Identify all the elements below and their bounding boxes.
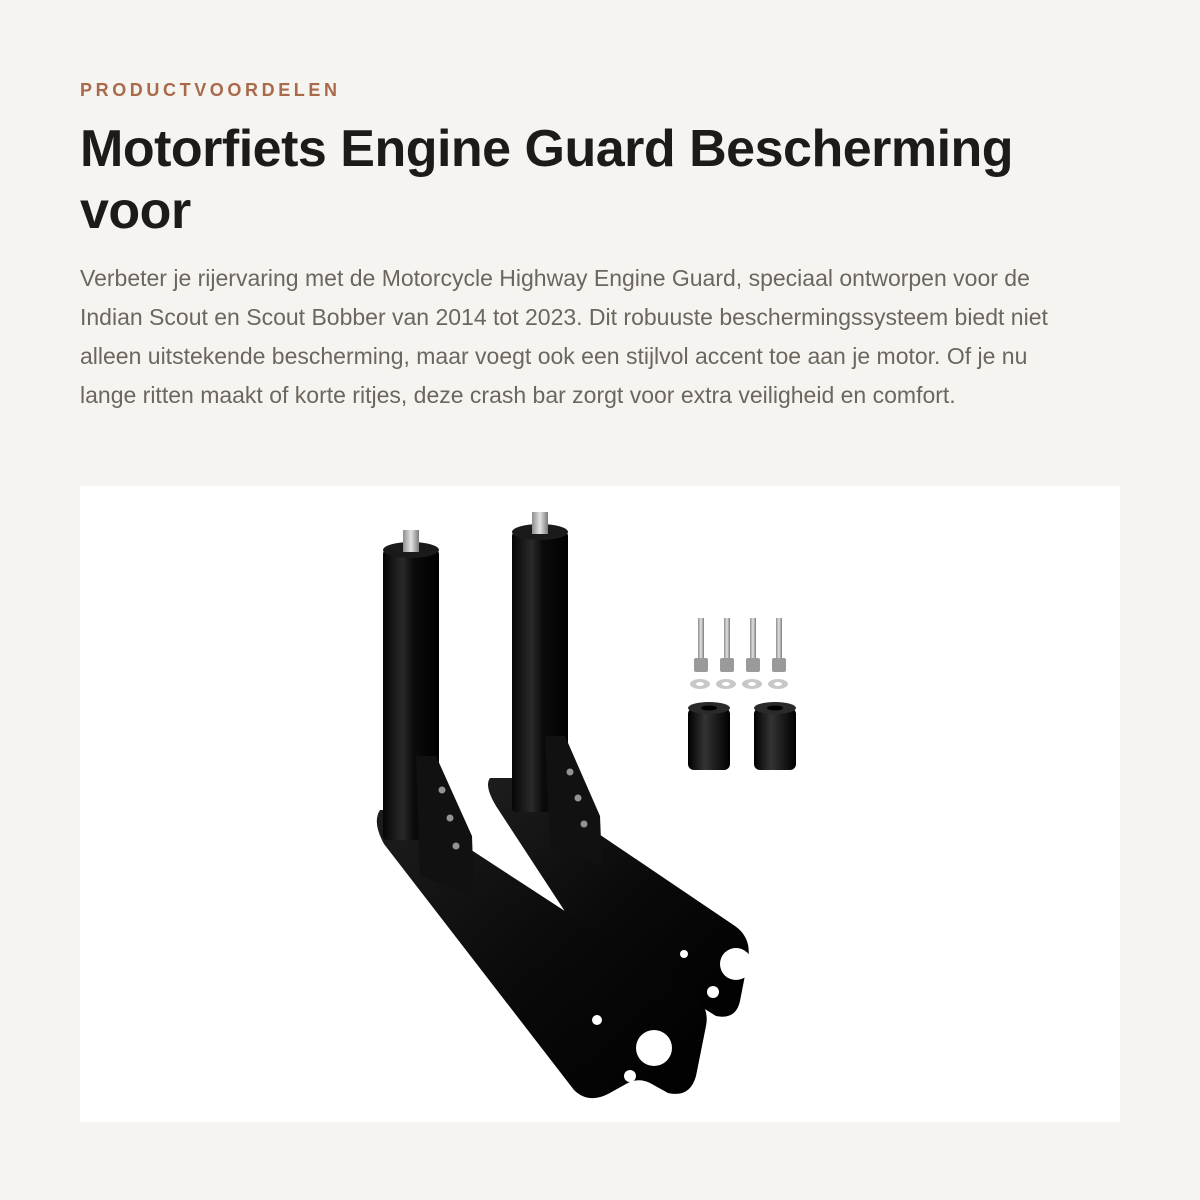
hardware-washers <box>690 679 788 689</box>
hardware-bolts <box>694 618 786 672</box>
hardware-spacers <box>688 702 796 770</box>
product-image-illustration <box>80 486 1120 1122</box>
section-eyebrow: PRODUCTVOORDELEN <box>80 80 341 100</box>
section-description: Verbeter je rijervaring met de Motorcycle Highway Engine Guard, speciaal ontworpen voor de Indian Scout en Scout Bobber van 2014 tot 2023. Dit robuuste beschermingssysteem biedt niet alleen uitstekende bescherming, maar voegt ook een stijlvol accent toe aan je motor. Of je nu lange ritten maakt of korte ritjes, deze crash bar zorgt voor extra veiligheid en comfort. <box>80 265 1048 408</box>
product-image <box>80 486 1120 1122</box>
section-title: Motorfiets Engine Guard Bescherming voor <box>80 120 1014 240</box>
